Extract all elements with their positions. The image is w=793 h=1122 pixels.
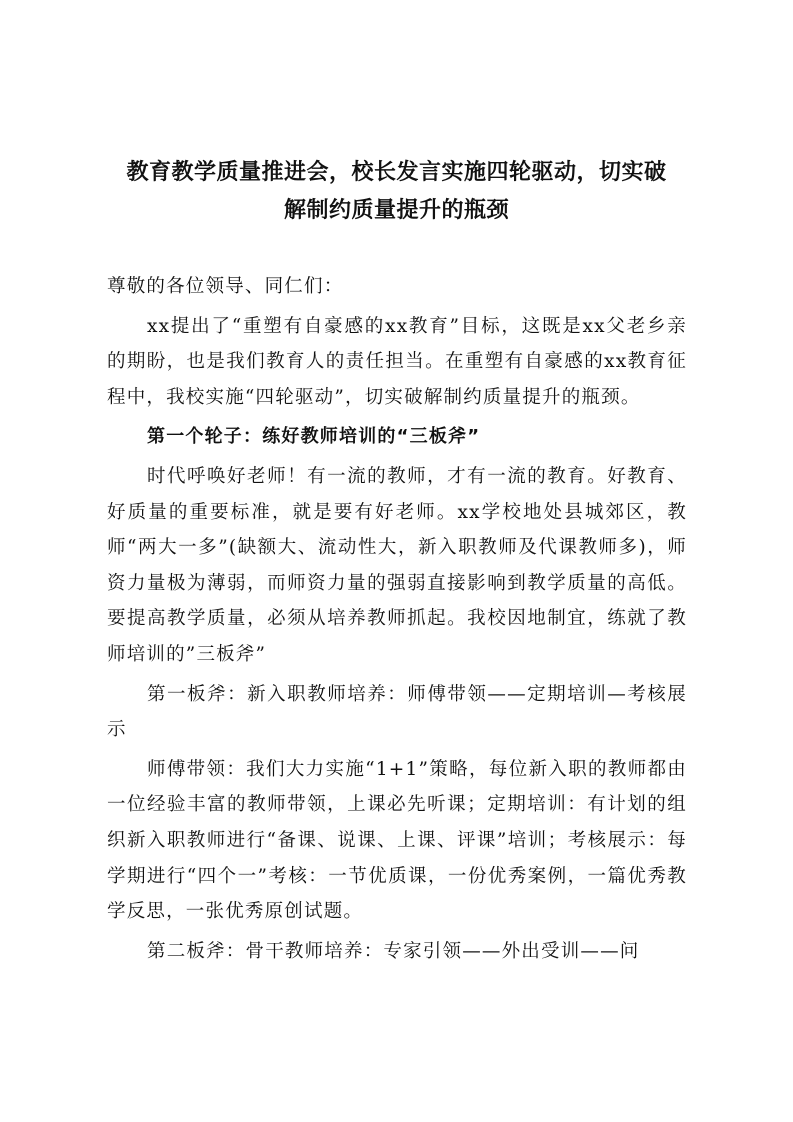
- paragraph-mentoring: 师傅带领：我们大力实施“1+1”策略，每位新入职的教师都由一位经验丰富的教师带领，上课必先听课；定期培训：有计划的组织新入职教师进行“备课、说课、上课、评课”培训；考核展示：每学期进行“四个一”考核：一节优质课，一份优秀案例，一篇优秀教学反思，一张优秀原创试题。: [107, 758, 687, 923]
- document-title: [100, 154, 693, 230]
- paragraph-first-axe: 第一板斧：新入职教师培养：师傅带领——定期培训—考核展示: [107, 683, 687, 741]
- section-heading-first-wheel: 第一个轮子：练好教师培训的“三板斧”: [147, 426, 481, 448]
- title-line-2: 解制约质量提升的瓶颈: [283, 198, 509, 223]
- salutation: 尊敬的各位领导、同仁们：: [107, 276, 344, 297]
- document-body: [107, 269, 687, 973]
- title-line-1: 教育教学质量推进会，校长发言实施四轮驱动，切实破: [126, 160, 667, 185]
- paragraph-second-axe: 第二板斧：骨干教师培养：专家引领——外出受训——问: [147, 940, 640, 962]
- paragraph-teacher-importance: 时代呼唤好老师！有一流的教师，才有一流的教育。好教育、好质量的重要标准，就是要有好老师。xx学校地处县城郊区，教师“两大一多”(缺额大、流动性大，新入职教师及代课教师多)，师资力量极为薄弱，而师资力量的强弱直接影响到教学质量的高低。要提高教学质量，必须从培养教师抓起。我校因地制宜，练就了教师培训的”三板斧”: [107, 465, 687, 665]
- paragraph-intro: xx提出了“重塑有自豪感的xx教育”目标，这既是xx父老乡亲的期盼，也是我们教育人的责任担当。在重塑有自豪感的xx教育征程中，我校实施“四轮驱动”，切实破解制约质量提升的瓶颈。: [107, 315, 687, 408]
